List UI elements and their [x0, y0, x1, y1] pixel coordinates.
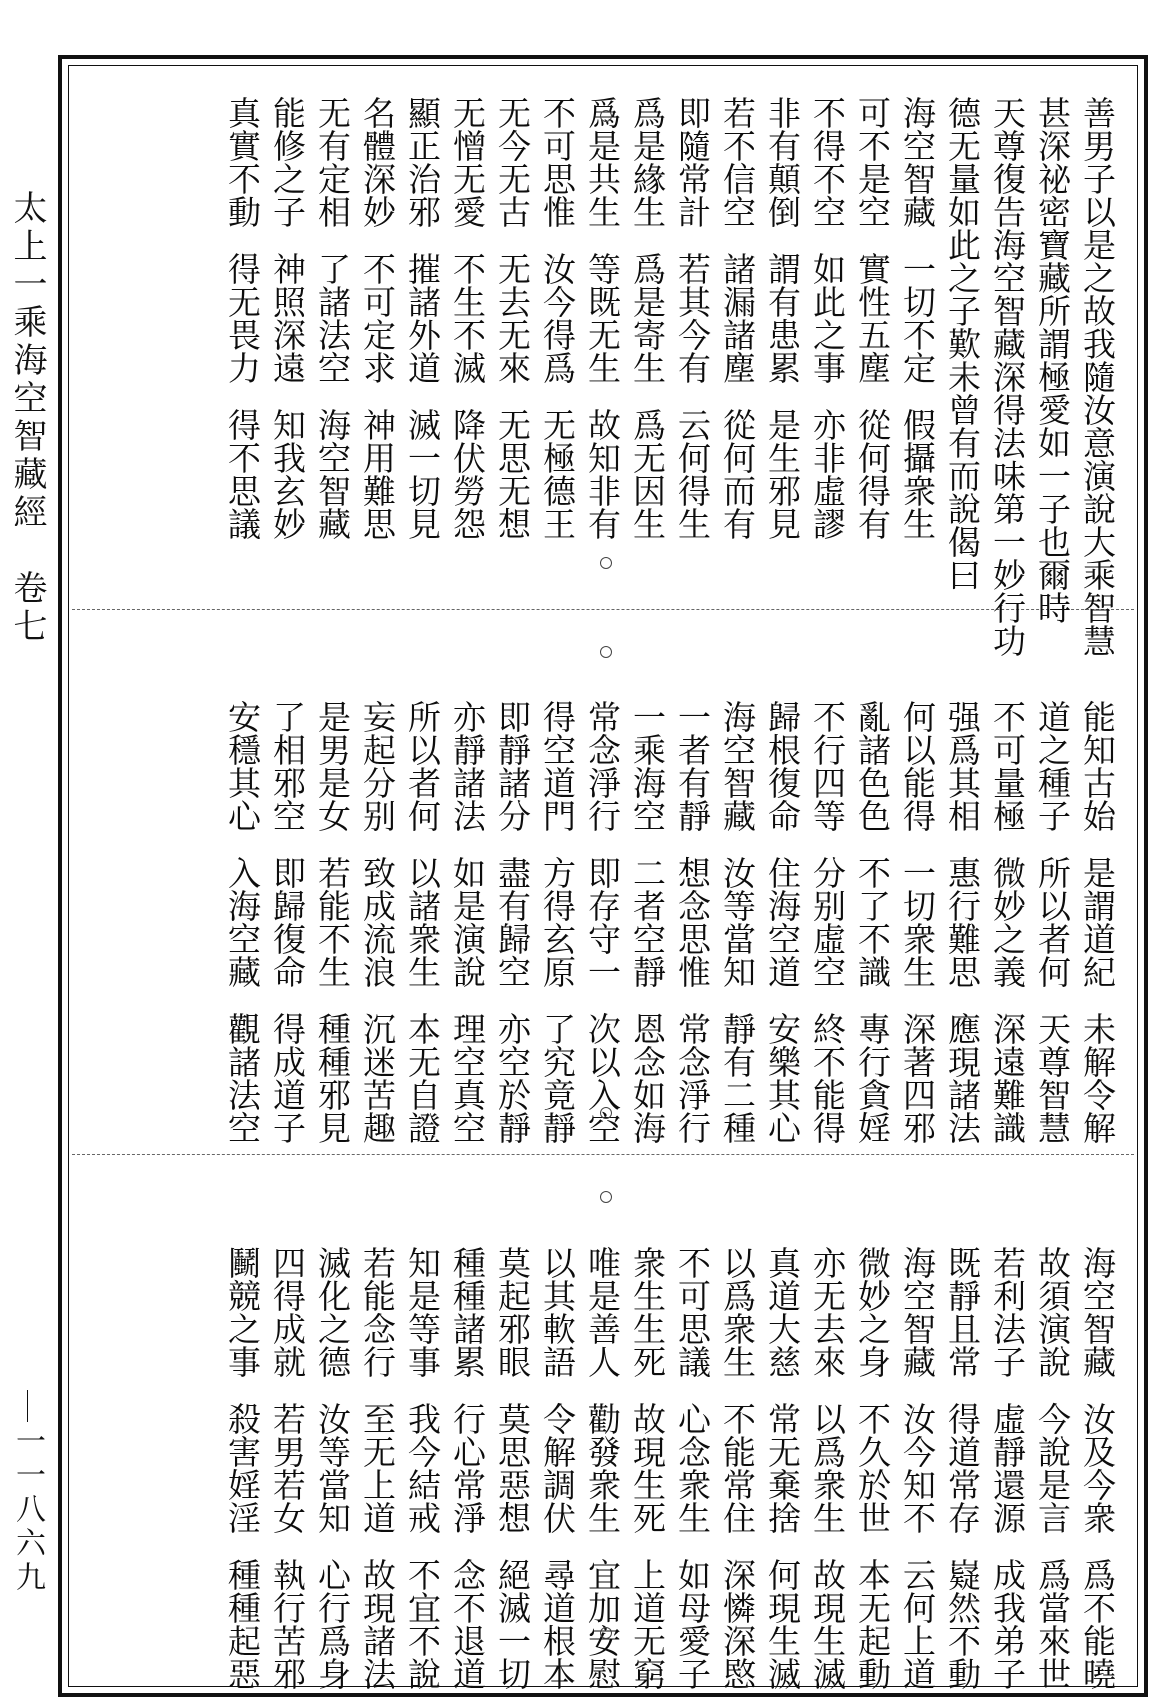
verse-segment: 德无量如此之子歎未曾有而說偈曰: [943, 96, 982, 591]
verse-segment: 勸發衆生: [583, 1402, 622, 1534]
text-column: [579, 700, 625, 1144]
text-column: [579, 1246, 625, 1690]
text-column: [219, 96, 265, 540]
text-panel-bottom: [120, 1246, 1120, 1690]
verse-segment: 滅一切見: [403, 408, 442, 540]
verse-segment: 云何上道: [898, 1558, 937, 1690]
verse-segment: 盡有歸空: [493, 856, 532, 988]
verse-segment: 惠行難思: [943, 856, 982, 988]
verse-segment: 至无上道: [358, 1402, 397, 1534]
verse-segment: 名體深妙: [358, 96, 397, 228]
verse-segment: 安樂其心: [763, 1012, 802, 1144]
text-column: [354, 96, 400, 540]
verse-segment: 次以入空: [583, 1012, 622, 1144]
text-column: [444, 1246, 490, 1690]
text-column: [849, 96, 895, 540]
verse-segment: 滅化之德: [313, 1246, 352, 1378]
verse-segment: 歸根復命: [763, 700, 802, 832]
text-column: [444, 700, 490, 1144]
text-column: [354, 1246, 400, 1690]
verse-segment: 爲是共生: [583, 96, 622, 228]
verse-segment: 種種諸累: [448, 1246, 487, 1378]
verse-segment: 本无自證: [403, 1012, 442, 1144]
verse-segment: 何現生滅: [763, 1558, 802, 1690]
verse-segment: 若男若女: [268, 1402, 307, 1534]
verse-segment: 宜加安慰: [583, 1558, 622, 1690]
page-number: 一一八六九: [10, 1425, 45, 1595]
verse-segment: 能修之子: [268, 96, 307, 228]
verse-segment: 了究竟靜: [538, 1012, 577, 1144]
verse-segment: 即靜諸分: [493, 700, 532, 832]
verse-segment: 了諸法空: [313, 252, 352, 384]
verse-segment: 妄起分别: [358, 700, 397, 832]
verse-segment: 得无畏力: [223, 252, 262, 384]
verse-segment: 衆生生死: [628, 1246, 667, 1378]
page-marker-circle: [600, 557, 612, 569]
text-column: [1074, 700, 1120, 1144]
verse-segment: 想念思惟: [673, 856, 712, 988]
verse-segment: 爲无因生: [628, 408, 667, 540]
verse-segment: 若不信空: [718, 96, 757, 228]
verse-segment: 是男是女: [313, 700, 352, 832]
verse-segment: 住海空道: [763, 856, 802, 988]
verse-segment: 故現生滅: [808, 1558, 847, 1690]
text-column: [489, 700, 535, 1144]
text-column: [1029, 96, 1075, 624]
verse-segment: 一切衆生: [898, 856, 937, 988]
text-column: [804, 96, 850, 540]
text-column: [624, 96, 670, 540]
verse-segment: 念不退道: [448, 1558, 487, 1690]
verse-segment: 亦空於靜: [493, 1012, 532, 1144]
verse-segment: 顯正治邪: [403, 96, 442, 228]
verse-segment: 道之種子: [1033, 700, 1072, 832]
verse-segment: 不能常住: [718, 1402, 757, 1534]
page-marker-circle: [600, 1191, 612, 1203]
text-column: [1029, 700, 1075, 1144]
text-panel-middle: [120, 700, 1120, 1144]
text-column: [804, 700, 850, 1144]
verse-segment: 一乘海空: [628, 700, 667, 832]
verse-segment: 如是演說: [448, 856, 487, 988]
verse-segment: 微妙之身: [853, 1246, 892, 1378]
verse-segment: 以其軟語: [538, 1246, 577, 1378]
verse-segment: 故現諸法: [358, 1558, 397, 1690]
text-column: [894, 700, 940, 1144]
verse-segment: 不可思惟: [538, 96, 577, 228]
verse-segment: 唯是善人: [583, 1246, 622, 1378]
verse-segment: 真道大慈: [763, 1246, 802, 1378]
verse-segment: 了相邪空: [268, 700, 307, 832]
text-column: [804, 1246, 850, 1690]
verse-segment: 四得成就: [268, 1246, 307, 1378]
verse-segment: 常念淨行: [583, 700, 622, 832]
text-column: [714, 96, 760, 540]
text-column: [984, 700, 1030, 1144]
text-column: [534, 1246, 580, 1690]
verse-segment: 若其今有: [673, 252, 712, 384]
verse-segment: 尋道根本: [538, 1558, 577, 1690]
text-column: [714, 700, 760, 1144]
verse-segment: 入海空藏: [223, 856, 262, 988]
margin-rule: [27, 1390, 28, 1422]
verse-segment: 不可量極: [988, 700, 1027, 832]
verse-segment: 海空智藏: [718, 700, 757, 832]
verse-segment: 我今結戒: [403, 1402, 442, 1534]
verse-segment: 是生邪見: [763, 408, 802, 540]
verse-segment: 分别虛空: [808, 856, 847, 988]
text-column: [264, 96, 310, 540]
verse-segment: 知是等事: [403, 1246, 442, 1378]
verse-segment: 虛靜還源: [988, 1402, 1027, 1534]
verse-segment: 一切不定: [898, 252, 937, 384]
panel-divider: [72, 609, 1134, 610]
verse-segment: 无去无來: [493, 252, 532, 384]
verse-segment: 上道无窮: [628, 1558, 667, 1690]
verse-segment: 得不思議: [223, 408, 262, 540]
text-column: [849, 700, 895, 1144]
verse-segment: 即歸復命: [268, 856, 307, 988]
verse-segment: 實性五塵: [853, 252, 892, 384]
text-column: [1029, 1246, 1075, 1690]
page-marker-circle: [600, 1107, 612, 1119]
verse-segment: 得道常存: [943, 1402, 982, 1534]
verse-segment: 專行貪婬: [853, 1012, 892, 1144]
text-column: [354, 700, 400, 1144]
verse-segment: 海空智藏: [313, 408, 352, 540]
text-column: [264, 700, 310, 1144]
verse-segment: 以諸衆生: [403, 856, 442, 988]
verse-segment: 如此之事: [808, 252, 847, 384]
verse-segment: 行心常淨: [448, 1402, 487, 1534]
verse-segment: 理空真空: [448, 1012, 487, 1144]
text-column: [759, 1246, 805, 1690]
verse-segment: 方得玄原: [538, 856, 577, 988]
verse-segment: 能知古始: [1078, 700, 1117, 832]
verse-segment: 未解令解: [1078, 1012, 1117, 1144]
page-marker-circle: [600, 646, 612, 658]
verse-segment: 安穩其心: [223, 700, 262, 832]
verse-segment: 不可定求: [358, 252, 397, 384]
text-column: [579, 96, 625, 540]
verse-segment: 海空智藏: [898, 96, 937, 228]
text-column: [219, 1246, 265, 1690]
verse-segment: 爲是寄生: [628, 252, 667, 384]
page-marker-circle: [600, 1627, 612, 1639]
verse-segment: 所以者何: [1033, 856, 1072, 988]
text-column: [309, 96, 355, 540]
verse-segment: 深遠難識: [988, 1012, 1027, 1144]
verse-segment: 汝今得爲: [538, 252, 577, 384]
verse-segment: 亦靜諸法: [448, 700, 487, 832]
verse-segment: 亂諸色色: [853, 700, 892, 832]
verse-segment: 可不是空: [853, 96, 892, 228]
verse-segment: 如母愛子: [673, 1558, 712, 1690]
verse-segment: 種種起惡: [223, 1558, 262, 1690]
verse-segment: 不久於世: [853, 1402, 892, 1534]
verse-segment: 觀諸法空: [223, 1012, 262, 1144]
verse-segment: 絕滅一切: [493, 1558, 532, 1690]
verse-segment: 等既无生: [583, 252, 622, 384]
verse-segment: 无思无想: [493, 408, 532, 540]
text-column: [489, 1246, 535, 1690]
text-column: [984, 1246, 1030, 1690]
verse-segment: 以爲衆生: [718, 1246, 757, 1378]
text-column: [939, 700, 985, 1144]
verse-segment: 成我弟子: [988, 1558, 1027, 1690]
verse-segment: 强爲其相: [943, 700, 982, 832]
verse-segment: 即隨常計: [673, 96, 712, 228]
text-column: [849, 1246, 895, 1690]
verse-segment: 降伏勞怨: [448, 408, 487, 540]
verse-segment: 心念衆生: [673, 1402, 712, 1534]
verse-segment: 所以者何: [403, 700, 442, 832]
verse-segment: 不得不空: [808, 96, 847, 228]
verse-segment: 沉迷苦趣: [358, 1012, 397, 1144]
verse-segment: 謂有患累: [763, 252, 802, 384]
verse-segment: 汝等當知: [718, 856, 757, 988]
verse-segment: 假攝衆生: [898, 408, 937, 540]
text-column: [669, 96, 715, 540]
verse-segment: 即存守一: [583, 856, 622, 988]
verse-segment: 從何而有: [718, 408, 757, 540]
verse-segment: 既靜且常: [943, 1246, 982, 1378]
verse-segment: 以爲衆生: [808, 1402, 847, 1534]
text-column: [669, 700, 715, 1144]
verse-segment: 善男子以是之故我隨汝意演說大乘智慧: [1078, 96, 1117, 657]
margin-title: 太上一乘海空智藏經 卷七: [7, 190, 47, 646]
verse-segment: 從何得有: [853, 408, 892, 540]
verse-segment: 神照深遠: [268, 252, 307, 384]
verse-segment: 致成流浪: [358, 856, 397, 988]
verse-segment: 恩念如海: [628, 1012, 667, 1144]
text-column: [309, 1246, 355, 1690]
verse-segment: 爲是緣生: [628, 96, 667, 228]
verse-segment: 不可思議: [673, 1246, 712, 1378]
text-column: [624, 700, 670, 1144]
text-panel-top: [120, 96, 1120, 657]
verse-segment: 嶷然不動: [943, 1558, 982, 1690]
verse-segment: 天尊復告海空智藏深得法味第一妙行功: [988, 96, 1027, 657]
verse-segment: 汝等當知: [313, 1402, 352, 1534]
verse-segment: 非有顛倒: [763, 96, 802, 228]
text-column: [399, 1246, 445, 1690]
verse-segment: 亦无去來: [808, 1246, 847, 1378]
verse-segment: 不宜不說: [403, 1558, 442, 1690]
text-column: [939, 96, 985, 591]
verse-segment: 今說是言: [1033, 1402, 1072, 1534]
verse-segment: 深著四邪: [898, 1012, 937, 1144]
verse-segment: 莫起邪眼: [493, 1246, 532, 1378]
verse-segment: 若利法子: [988, 1246, 1027, 1378]
text-column: [219, 700, 265, 1144]
verse-segment: 得空道門: [538, 700, 577, 832]
text-column: [984, 96, 1030, 657]
verse-segment: 摧諸外道: [403, 252, 442, 384]
verse-segment: 神用難思: [358, 408, 397, 540]
verse-segment: 常念淨行: [673, 1012, 712, 1144]
text-column: [1074, 1246, 1120, 1690]
text-column: [894, 96, 940, 540]
verse-segment: 微妙之義: [988, 856, 1027, 988]
verse-segment: 故現生死: [628, 1402, 667, 1534]
text-column: [309, 700, 355, 1144]
verse-segment: 不行四等: [808, 700, 847, 832]
text-column: [714, 1246, 760, 1690]
page-marker-circle: [600, 110, 612, 122]
verse-segment: 鬭競之事: [223, 1246, 262, 1378]
text-column: [669, 1246, 715, 1690]
verse-segment: 亦非虛謬: [808, 408, 847, 540]
verse-segment: 令解調伏: [538, 1402, 577, 1534]
text-column: [1074, 96, 1120, 657]
text-column: [444, 96, 490, 540]
verse-segment: 无極德王: [538, 408, 577, 540]
verse-segment: 深憐深愍: [718, 1558, 757, 1690]
text-column: [399, 700, 445, 1144]
verse-segment: 若能不生: [313, 856, 352, 988]
verse-segment: 靜有二種: [718, 1012, 757, 1144]
verse-segment: 是謂道紀: [1078, 856, 1117, 988]
verse-segment: 海空智藏: [898, 1246, 937, 1378]
verse-segment: 知我玄妙: [268, 408, 307, 540]
verse-segment: 殺害婬淫: [223, 1402, 262, 1534]
verse-segment: 甚深祕密寶藏所謂極愛如一子也爾時: [1033, 96, 1072, 624]
text-column: [534, 96, 580, 540]
text-column: [759, 96, 805, 540]
verse-segment: 一者有靜: [673, 700, 712, 832]
verse-segment: 云何得生: [673, 408, 712, 540]
verse-segment: 不了不識: [853, 856, 892, 988]
verse-segment: 常无棄捨: [763, 1402, 802, 1534]
verse-segment: 心行爲身: [313, 1558, 352, 1690]
verse-segment: 應現諸法: [943, 1012, 982, 1144]
panel-divider: [72, 1154, 1134, 1155]
verse-segment: 本无起動: [853, 1558, 892, 1690]
text-column: [534, 700, 580, 1144]
verse-segment: 海空智藏: [1078, 1246, 1117, 1378]
verse-segment: 何以能得: [898, 700, 937, 832]
verse-segment: 執行苦邪: [268, 1558, 307, 1690]
verse-segment: 爲不能曉: [1078, 1558, 1117, 1690]
verse-segment: 汝今知不: [898, 1402, 937, 1534]
text-column: [624, 1246, 670, 1690]
text-column: [264, 1246, 310, 1690]
verse-segment: 諸漏諸塵: [718, 252, 757, 384]
verse-segment: 二者空靜: [628, 856, 667, 988]
text-column: [894, 1246, 940, 1690]
verse-segment: 莫思惡想: [493, 1402, 532, 1534]
verse-segment: 若能念行: [358, 1246, 397, 1378]
verse-segment: 故知非有: [583, 408, 622, 540]
text-column: [399, 96, 445, 540]
verse-segment: 終不能得: [808, 1012, 847, 1144]
text-column: [759, 700, 805, 1144]
verse-segment: 故須演說: [1033, 1246, 1072, 1378]
text-column: [939, 1246, 985, 1690]
verse-segment: 得成道子: [268, 1012, 307, 1144]
verse-segment: 无有定相: [313, 96, 352, 228]
verse-segment: 爲當來世: [1033, 1558, 1072, 1690]
verse-segment: 不生不滅: [448, 252, 487, 384]
text-column: [489, 96, 535, 540]
verse-segment: 種種邪見: [313, 1012, 352, 1144]
verse-segment: 真實不動: [223, 96, 262, 228]
verse-segment: 汝及今衆: [1078, 1402, 1117, 1534]
verse-segment: 无今无古: [493, 96, 532, 228]
verse-segment: 无憎无愛: [448, 96, 487, 228]
verse-segment: 天尊智慧: [1033, 1012, 1072, 1144]
